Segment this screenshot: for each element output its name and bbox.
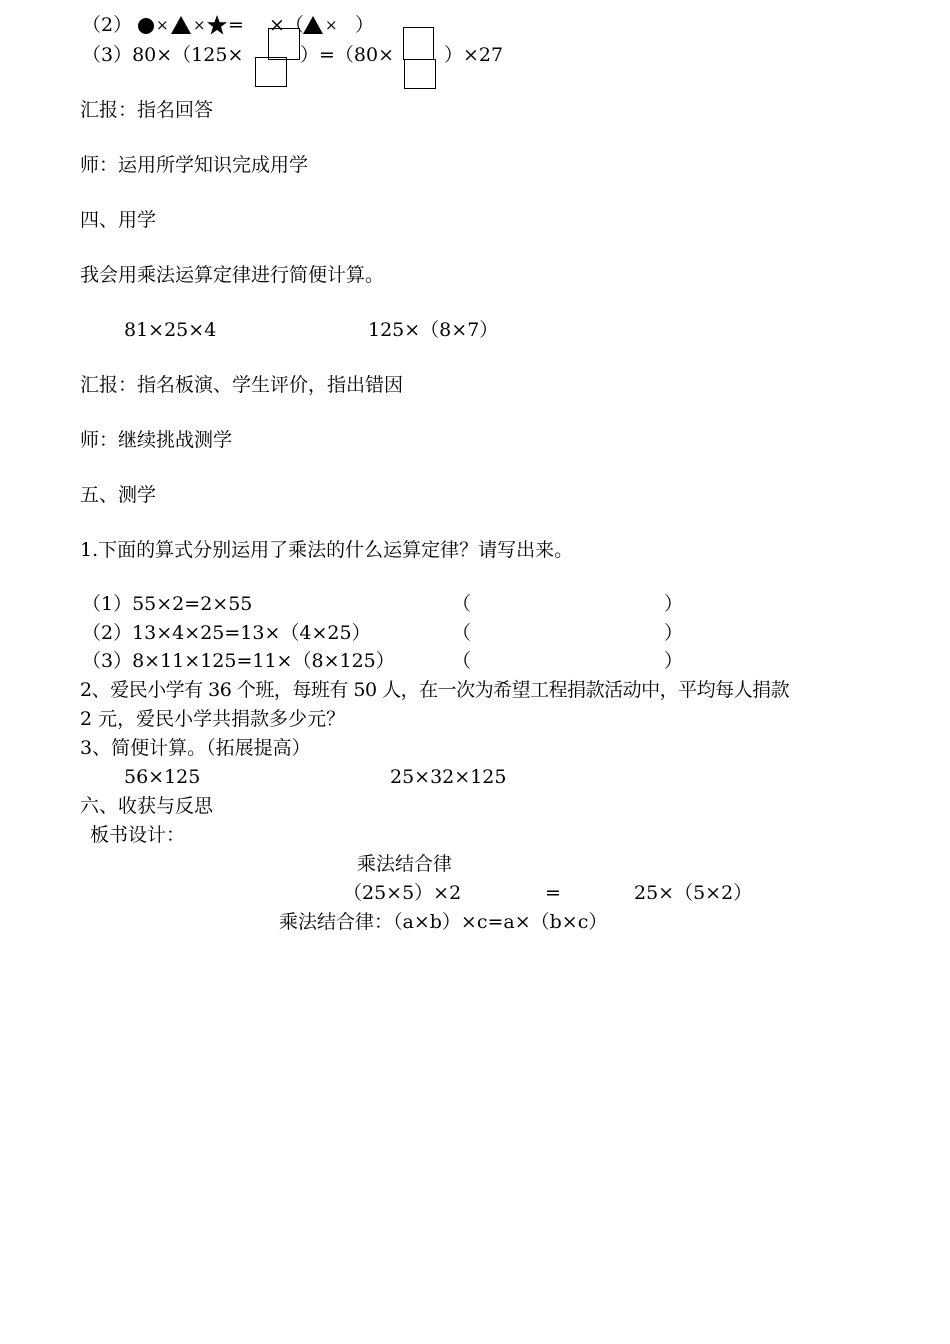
section-heading: 六、收获与反思 xyxy=(80,795,214,817)
calc-expression: 125×（8×7） xyxy=(368,319,499,341)
question-item: （2）13×4×25=13×（4×25） xyxy=(82,622,371,644)
answer-open-paren: （ xyxy=(452,593,472,615)
line3-part-c: ）×27 xyxy=(444,44,504,66)
answer-open-paren: （ xyxy=(452,622,472,644)
answer-close-paren: ） xyxy=(664,622,684,644)
question-title: 3、简便计算。（拓展提高） xyxy=(80,737,311,759)
board-label: 板书设计： xyxy=(90,824,186,846)
board-right-expr: 25×（5×2） xyxy=(634,882,753,904)
line3-part-b: ）=（80× xyxy=(300,44,395,66)
board-equals: = xyxy=(545,882,561,904)
word-problem: 2 元，爱民小学共捐款多少元？ xyxy=(80,708,346,730)
calc-expression: 56×125 xyxy=(124,766,201,788)
equals-sign: = xyxy=(228,14,244,36)
task-text: 我会用乘法运算定律进行简便计算。 xyxy=(80,264,385,286)
word-problem: 2、爱民小学有 36 个班，每班有 50 人，在一次为希望工程捐款活动中，平均每人捐款 xyxy=(80,679,790,701)
close-paren: ） xyxy=(355,14,375,36)
blank-box xyxy=(268,28,300,60)
triangle-icon xyxy=(170,15,192,35)
teacher-note: 师：运用所学知识完成用学 xyxy=(80,154,309,176)
question-item: （1）55×2=2×55 xyxy=(82,593,253,615)
board-title: 乘法结合律 xyxy=(357,853,453,875)
blank-box xyxy=(404,59,436,89)
section-heading: 五、测学 xyxy=(80,484,157,506)
answer-close-paren: ） xyxy=(664,593,684,615)
answer-open-paren: （ xyxy=(452,650,472,672)
times-sign: × xyxy=(156,16,169,34)
times-paren: ×（ xyxy=(269,14,304,36)
times-sign: × xyxy=(193,16,206,34)
triangle-icon xyxy=(302,15,324,35)
times-sign: × xyxy=(325,16,338,34)
board-law: 乘法结合律：（a×b）×c=a×（b×c） xyxy=(279,911,608,933)
report-answer: 汇报：指名回答 xyxy=(80,99,214,121)
board-left-expr: （25×5）×2 xyxy=(343,882,462,904)
answer-close-paren: ） xyxy=(664,650,684,672)
report-board: 汇报：指名板演、学生评价，指出错因 xyxy=(80,374,404,396)
calc-expression: 81×25×4 xyxy=(124,319,217,341)
star-icon xyxy=(206,14,228,36)
question-title: 1.下面的算式分别运用了乘法的什么运算定律？请写出来。 xyxy=(80,539,574,561)
line2-prefix: （2） xyxy=(82,14,133,36)
blank-box xyxy=(403,27,434,60)
line3-part-a: （3）80×（125× xyxy=(82,44,244,66)
question-item: （3）8×11×125=11×（8×125） xyxy=(82,650,395,672)
section-heading: 四、用学 xyxy=(80,209,157,231)
blank-box xyxy=(255,57,287,87)
calc-expression: 25×32×125 xyxy=(390,766,507,788)
circle-icon xyxy=(136,16,156,36)
teacher-note: 师：继续挑战测学 xyxy=(80,429,233,451)
